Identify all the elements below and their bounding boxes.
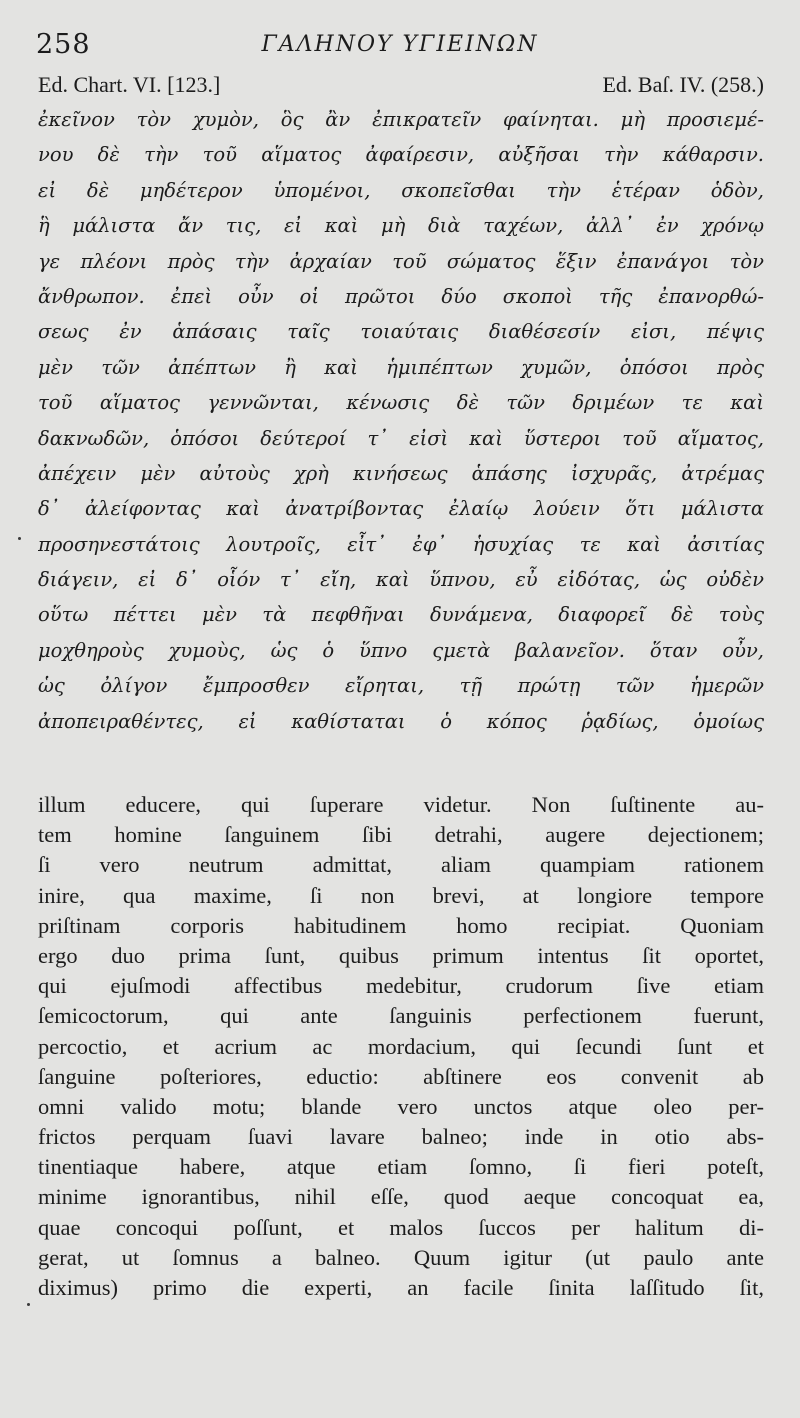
edition-reference-basel: Ed. Baſ. IV. (258.) [602,72,764,97]
greek-line: οὕτω πέττει μὲν τὰ πεφθῆναι δυνάμενα, διαφορεῖ δὲ τοὺς [38,603,764,627]
greek-line: ἣ μάλιστα ἄν τις, εἰ καὶ μὴ διὰ ταχέων, ἀλλ᾿ ἐν χρόνῳ [38,214,764,238]
greek-line: μοχθηροὺς χυμοὺς, ὡς ὁ ὕπνο ςμετὰ βαλανεῖον. ὅταν οὖν, [38,638,764,662]
greek-line: ὡς ὀλίγον ἔμπροσθεν εἴρηται, τῇ πρώτῃ τῶν ἡμερῶν [38,674,764,698]
latin-line: ergo duo prima ſunt, quibus primum intentus ſit oportet, [38,942,764,968]
latin-line: omni valido motu; blande vero unctos atque oleo per- [38,1093,764,1119]
latin-line: qui ejuſmodi affectibus medebitur, crudorum ſive etiam [38,973,764,999]
greek-line: μὲν τῶν ἀπέπτων ἢ καὶ ἡμιπέπτων χυμῶν, ὁπόσοι πρὸς [38,355,764,379]
latin-line: priſtinam corporis habitudinem homo recipiat. Quoniam [38,912,764,938]
latin-line: ſanguine poſteriores, eductio: abſtinere eos convenit ab [38,1063,764,1089]
latin-line: frictos perquam ſuavi lavare balneo; inde in otio abs- [38,1124,764,1150]
running-title: ΓΑΛΗΝΟΥ ΥΓΙΕΙΝΩΝ [261,32,539,57]
latin-line: quae concoqui poſſunt, et malos ſuccos per halitum di- [38,1214,764,1240]
greek-line: τοῦ αἵματος γεννῶνται, κένωσις δὲ τῶν δριμέων τε καὶ [38,391,764,415]
latin-translation [38,790,764,1303]
greek-line: ἐκεῖνον τὸν χυμὸν, ὃς ἂν ἐπικρατεῖν φαίνηται. μὴ προσιεμέ- [38,108,764,131]
greek-text [38,102,764,739]
greek-line: ἀπέχειν μὲν αὐτοὺς χρὴ κινήσεως ἁπάσης ἰσχυρᾶς, ἀτρέμας [38,461,764,485]
latin-line: inire, qua maxime, ſi non brevi, at longiore tempore [38,882,764,908]
latin-line: tem homine ſanguinem ſibi detrahi, augere dejectionem; [38,822,764,848]
greek-line: γε πλέονι πρὸς τὴν ἀρχαίαν τοῦ σώματος ἕξιν ἐπανάγοι τὸν [38,249,764,273]
latin-line: gerat, ut ſomnus a balneo. Quum igitur (ut paulo ante [38,1244,764,1270]
latin-line: ſi vero neutrum admittat, aliam quampiam rationem [38,852,764,878]
page-number: 258 [36,29,91,60]
latin-line: percoctio, et acrium ac mordacium, qui ſecundi ſunt et [38,1033,764,1059]
latin-line: minime ignorantibus, nihil eſſe, quod aeque concoquat ea, [38,1184,764,1210]
greek-line: σεως ἐν ἁπάσαις ταῖς τοιαύταις διαθέσεσίν εἰσι, πέψις [38,320,764,344]
greek-line: δ᾿ ἀλείφοντας καὶ ἀνατρίβοντας ἐλαίῳ λούειν ὅτι μάλιστα [38,497,764,521]
running-head [36,28,764,62]
edition-reference-chartier: Ed. Chart. VI. [123.] [38,72,221,97]
latin-line: diximus) primo die experti, an facile ſinita laſſitudo ſit, [38,1275,764,1300]
latin-line: ſemicoctorum, qui ante ſanguinis perfectionem fuerunt, [38,1003,764,1029]
greek-line: διάγειν, εἰ δ᾿ οἷόν τ᾿ εἴη, καὶ ὕπνου, εὖ εἰδότας, ὡς οὐδὲν [38,568,764,592]
greek-line: ἄνθρωπον. ἐπεὶ οὖν οἱ πρῶτοι δύο σκοποὶ τῆς ἐπανορθώ- [38,284,764,308]
ink-speck [18,537,21,540]
greek-line: προσηνεστάτοις λουτροῖς, εἶτ᾿ ἐφ᾿ ἡσυχίας τε καὶ ἀσιτίας [38,532,764,556]
greek-line: δακνωδῶν, ὁπόσοι δεύτεροί τ᾿ εἰσὶ καὶ ὕστεροι τοῦ αἵματος, [38,426,764,450]
latin-line: tinentiaque habere, atque etiam ſomno, ſi fieri poteſt, [38,1154,764,1180]
latin-line: illum educere, qui ſuperare videtur. Non ſuſtinente au- [38,792,764,817]
greek-line: νου δὲ τὴν τοῦ αἵματος ἀφαίρεσιν, αὐξῆσαι τὴν κάθαρσιν. [38,143,764,167]
greek-line: ἀποπειραθέντες, εἰ καθίσταται ὁ κόπος ῥᾳδίως, ὁμοίως [38,709,764,733]
greek-line: εἰ δὲ μηδέτερον ὑπομένοι, σκοπεῖσθαι τὴν ἑτέραν ὁδὸν, [38,178,764,202]
ink-speck [27,1303,30,1306]
edition-references [38,70,764,100]
